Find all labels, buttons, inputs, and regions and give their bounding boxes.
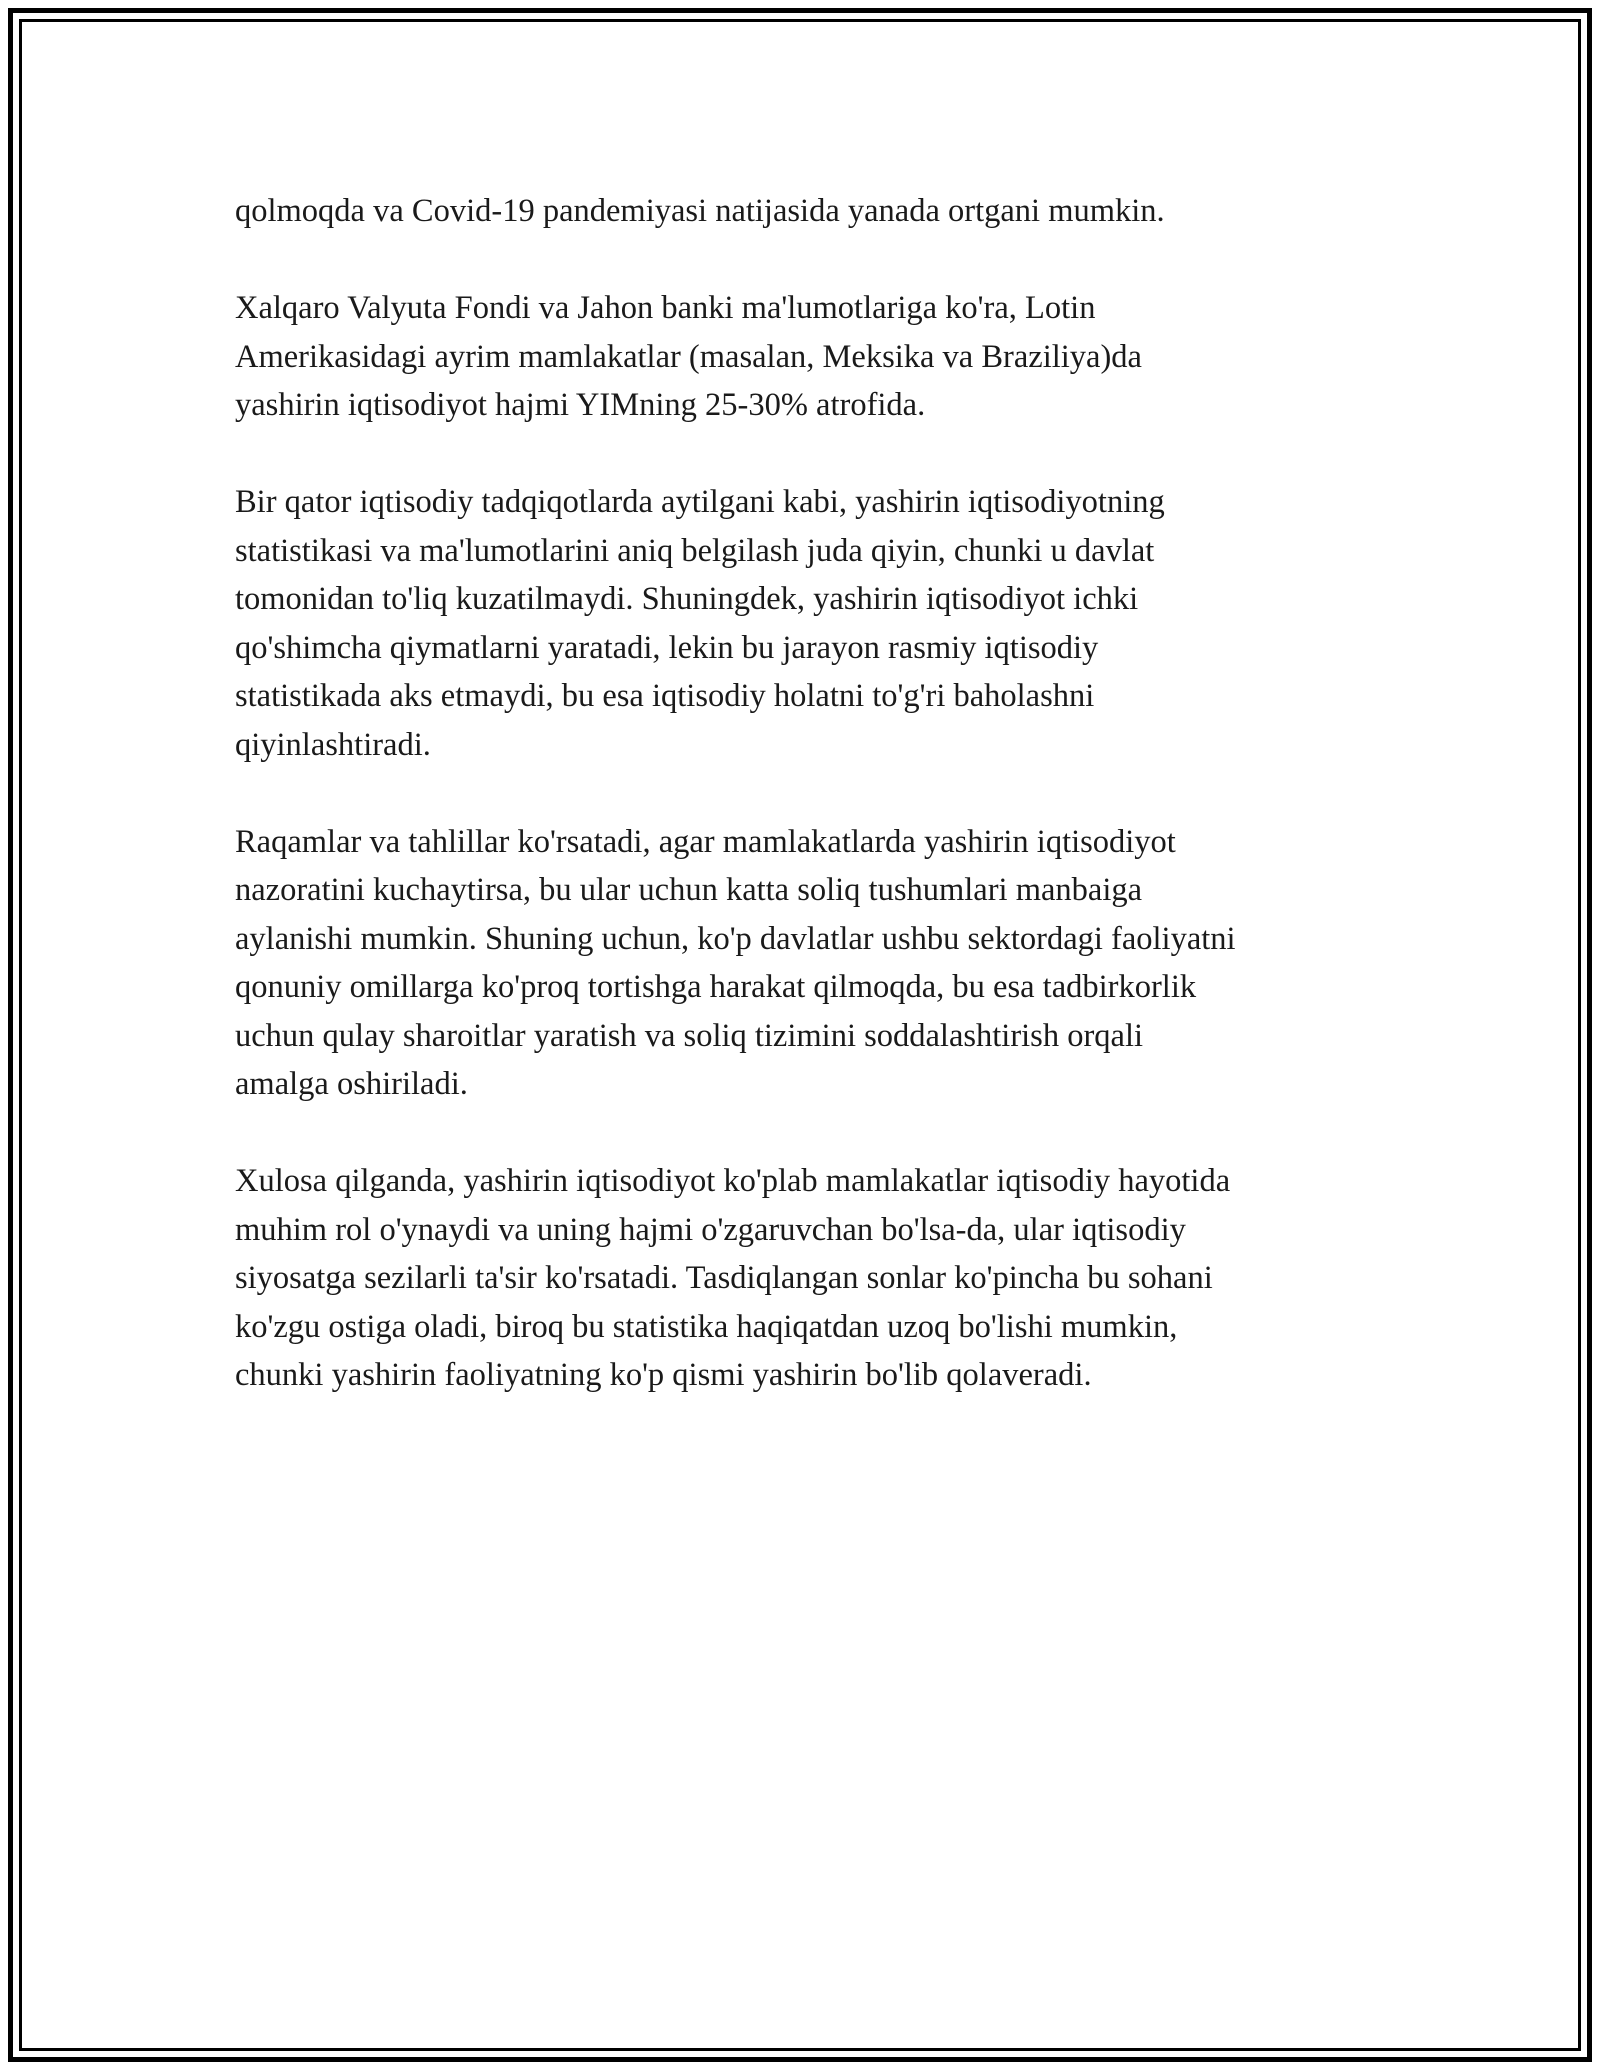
paragraph-2 bbox=[235, 284, 1435, 430]
paragraph-1 bbox=[235, 187, 1435, 236]
text-line: amalga oshiriladi. bbox=[235, 1066, 468, 1102]
paragraph-5 bbox=[235, 1157, 1435, 1400]
text-line: qiyinlashtiradi. bbox=[235, 726, 431, 763]
text-line: aylanishi mumkin. Shuning uchun, ko'p davlatlar ushbu sektordagi faoliyatni bbox=[235, 920, 1236, 957]
text-line: muhim rol o'ynaydi va uning hajmi o'zgaruvchan bo'lsa-da, ular iqtisodiy bbox=[235, 1211, 1186, 1248]
paragraph-gap bbox=[235, 236, 1435, 285]
paragraph-gap bbox=[235, 430, 1435, 479]
text-line: Bir qator iqtisodiy tadqiqotlarda aytilgani kabi, yashirin iqtisodiyotning bbox=[235, 484, 1165, 520]
paragraph-gap bbox=[235, 769, 1435, 818]
text-line: chunki yashirin faoliyatning ko'p qismi yashirin bo'lib qolaveradi. bbox=[235, 1357, 1092, 1393]
text-line: tomonidan to'liq kuzatilmaydi. Shuningdek, yashirin iqtisodiyot ichki bbox=[235, 581, 1139, 617]
text-line: uchun qulay sharoitlar yaratish va soliq tizimini soddalashtirish orqali bbox=[235, 1017, 1144, 1054]
paragraph-3 bbox=[235, 478, 1435, 769]
text-line: Xalqaro Valyuta Fondi va Jahon banki ma'lumotlariga ko'ra, Lotin bbox=[235, 290, 1096, 326]
text-line: nazoratini kuchaytirsa, bu ular uchun katta soliq tushumlari manbaiga bbox=[235, 872, 1143, 908]
paragraph-4 bbox=[235, 818, 1435, 1109]
text-line: yashirin iqtisodiyot hajmi YIMning 25-30% atrofida. bbox=[235, 387, 926, 423]
text-line: qolmoqda va Covid-19 pandemiyasi natijasida yanada ortgani mumkin. bbox=[235, 193, 1165, 229]
text-line: statistikada aks etmaydi, bu esa iqtisodiy holatni to'g'ri baholashni bbox=[235, 678, 1095, 714]
text-line: siyosatga sezilarli ta'sir ko'rsatadi. Tasdiqlangan sonlar ko'pincha bu sohani bbox=[235, 1260, 1213, 1296]
text-line: Raqamlar va tahlillar ko'rsatadi, agar mamlakatlarda yashirin iqtisodiyot bbox=[235, 823, 1176, 860]
text-line: qonuniy omillarga ko'proq tortishga harakat qilmoqda, bu esa tadbirkorlik bbox=[235, 969, 1197, 1005]
paragraph-gap bbox=[235, 1109, 1435, 1158]
text-line: qo'shimcha qiymatlarni yaratadi, lekin bu jarayon rasmiy iqtisodiy bbox=[235, 629, 1099, 666]
text-line: Xulosa qilganda, yashirin iqtisodiyot ko'plab mamlakatlar iqtisodiy hayotida bbox=[235, 1163, 1231, 1199]
text-line: statistikasi va ma'lumotlarini aniq belgilash juda qiyin, chunki u davlat bbox=[235, 532, 1155, 569]
document-body bbox=[235, 187, 1435, 1400]
text-line: ko'zgu ostiga oladi, biroq bu statistika haqiqatdan uzoq bo'lishi mumkin, bbox=[235, 1308, 1178, 1345]
text-line: Amerikasidagi ayrim mamlakatlar (masalan, Meksika va Braziliya)da bbox=[235, 338, 1142, 375]
